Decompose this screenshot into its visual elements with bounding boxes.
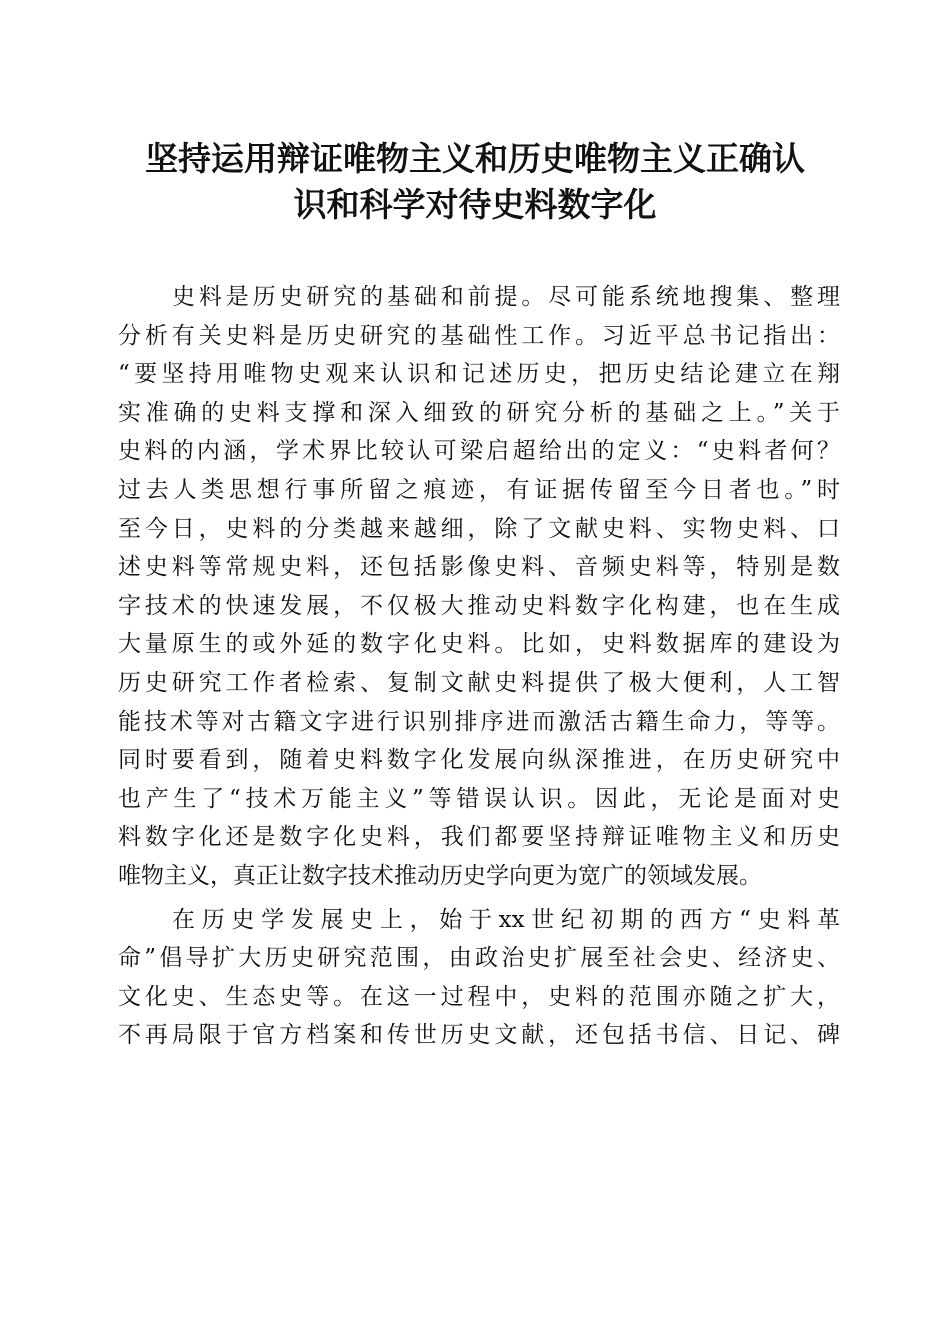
text-line: 也产生了“技术万能主义”等错误认识。因此，无论是面对史 — [118, 785, 840, 812]
text-line: 分析有关史料是历史研究的基础性工作。习近平总书记指出： — [118, 322, 840, 349]
text-line: 大量原生的或外延的数字化史料。比如，史料数据库的建设为 — [118, 631, 840, 658]
paragraph — [118, 278, 840, 896]
text-line: 不再局限于官方档案和传世历史文献，还包括书信、日记、碑 — [118, 1022, 840, 1049]
text-line: 过去人类思想行事所留之痕迹，有证据传留至今日者也。”时 — [118, 476, 840, 503]
text-line: 实准确的史料支撑和深入细致的研究分析的基础之上。”关于 — [118, 399, 840, 426]
title-line: 识和科学对待史料数字化 — [293, 185, 657, 224]
text-line: 唯物主义，真正让数字技术推动历史学向更为宽广的领域发展。 — [118, 862, 762, 889]
text-line: 命”倡导扩大历史研究范围，由政治史扩展至社会史、经济史、 — [118, 945, 840, 972]
text-line: 同时要看到，随着史料数字化发展向纵深推进，在历史研究中 — [118, 747, 840, 774]
text-line: 文化史、生态史等。在这一过程中，史料的范围亦随之扩大， — [118, 983, 840, 1010]
text-line: 能技术等对古籍文字进行识别排序进而激活古籍生命力，等等。 — [118, 708, 840, 735]
text-line: 至今日，史料的分类越来越细，除了文献史料、实物史料、口 — [118, 515, 840, 542]
text-line: 字技术的快速发展，不仅极大推动史料数字化构建，也在生成 — [118, 592, 840, 619]
text-line: 史料是历史研究的基础和前提。尽可能系统地搜集、整理 — [172, 284, 840, 310]
text-line: “要坚持用唯物史观来认识和记述历史，把历史结论建立在翔 — [118, 361, 840, 388]
document-title — [110, 136, 840, 228]
title-line: 坚持运用辩证唯物主义和历史唯物主义正确认 — [145, 139, 805, 178]
text-line: 述史料等常规史料，还包括影像史料、音频史料等，特别是数 — [118, 554, 840, 581]
text-line: 史料的内涵，学术界比较认可梁启超给出的定义：“史料者何？ — [118, 438, 840, 465]
paragraph — [118, 901, 840, 1055]
text-line: 历史研究工作者检索、复制文献史料提供了极大便利，人工智 — [118, 669, 840, 696]
text-line: 在历史学发展史上，始于xx世纪初期的西方“史料革 — [172, 906, 840, 933]
text-line: 料数字化还是数字化史料，我们都要坚持辩证唯物主义和历史 — [118, 824, 840, 851]
document-body — [118, 278, 840, 1055]
